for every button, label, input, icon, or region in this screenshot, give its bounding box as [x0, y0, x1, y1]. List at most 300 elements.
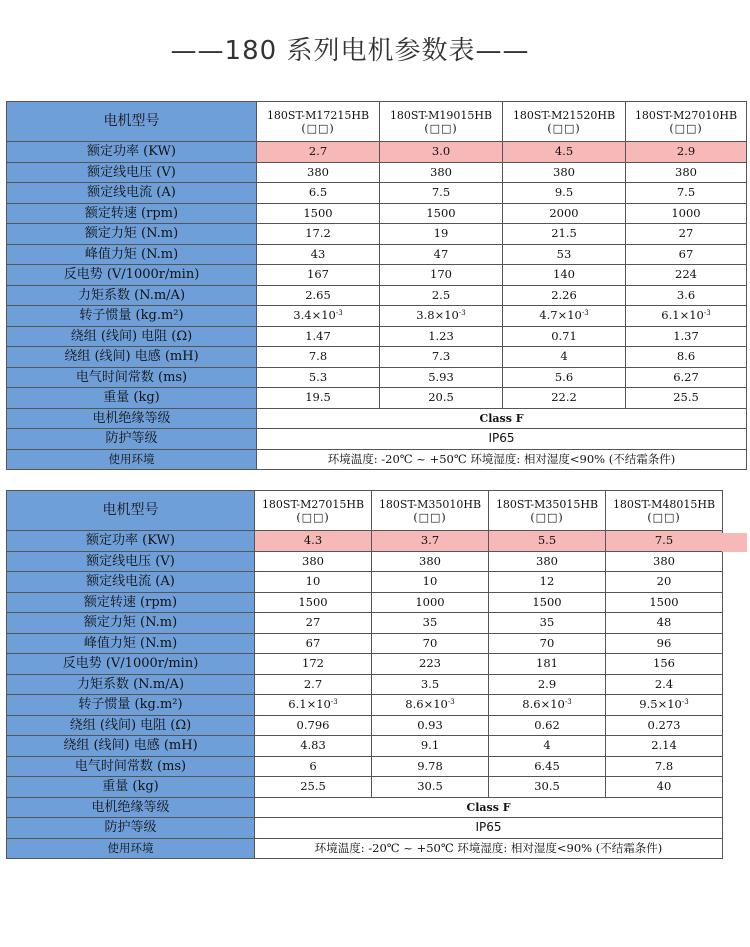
value-cell: [372, 551, 489, 572]
insulation-row: [7, 408, 747, 429]
model-cell: [380, 102, 503, 142]
row-label: 额定功率 (KW): [7, 142, 257, 163]
value-cell: [380, 162, 503, 183]
value-text: 380: [675, 164, 697, 179]
value-text: 5.3: [308, 369, 328, 384]
value-text: 140: [553, 267, 575, 281]
value-cell: [606, 736, 723, 757]
row-label: 力矩系数 (N.m/A): [7, 285, 257, 306]
value-cell: [380, 306, 503, 327]
value-cell: [372, 674, 489, 695]
value-cell: [255, 654, 372, 675]
value-text: 10: [422, 574, 438, 588]
value-cell: [606, 654, 723, 675]
value-text: 0.71: [551, 328, 577, 343]
value-cell: [489, 715, 606, 736]
value-text: 2.9: [676, 144, 696, 158]
spec-row: [7, 695, 723, 716]
value-text: 8.6: [676, 349, 696, 363]
model-name: 180ST-M48015HB: [612, 497, 716, 511]
value-cell: [606, 551, 723, 572]
model-code: (□□): [413, 510, 447, 524]
row-label: 力矩系数 (N.m/A): [7, 674, 255, 695]
value-text: 9.1: [420, 738, 440, 752]
value-cell: [257, 367, 380, 388]
value-text: 3.7: [420, 533, 440, 547]
value-cell: [489, 736, 606, 757]
exponent: -3: [458, 309, 466, 317]
value-cell: [257, 306, 380, 327]
value-text: 96: [656, 635, 672, 650]
row-label: 峰值力矩 (N.m): [7, 633, 255, 654]
value-text: 9.5×10: [639, 697, 682, 711]
value-text: 1.47: [305, 328, 331, 343]
value-text: 380: [419, 553, 441, 568]
value-text: 8.6×10: [522, 697, 565, 711]
environment-value: 环境温度: -20℃ ~ +50℃ 环境湿度: 相对湿度<90% (不结霜条件): [255, 838, 723, 859]
row-label: 电气时间常数 (ms): [7, 756, 255, 777]
value-cell: [372, 777, 489, 798]
value-text: 19: [433, 226, 449, 240]
row-label: 使用环境: [7, 838, 255, 859]
insulation-value: Class F: [257, 408, 747, 429]
row-label: 绕组 (线间) 电感 (mH): [7, 347, 257, 368]
value-cell: [503, 347, 626, 368]
row-label: 使用环境: [7, 449, 257, 470]
model-cell: [255, 491, 372, 531]
value-cell: [380, 265, 503, 286]
value-text: 4: [560, 349, 568, 363]
row-label: 额定力矩 (N.m): [7, 224, 257, 245]
value-text: 21.5: [551, 226, 577, 240]
model-code: (□□): [530, 510, 564, 524]
value-cell: [255, 572, 372, 593]
value-text: 6.45: [534, 758, 560, 773]
value-cell: [503, 285, 626, 306]
row-label: 转子惯量 (kg.m²): [7, 306, 257, 327]
value-cell: [626, 203, 747, 224]
model-cell: [257, 102, 380, 142]
spec-row: [7, 531, 723, 552]
value-text: 3.6: [676, 287, 696, 302]
row-label: 反电势 (V/1000r/min): [7, 265, 257, 286]
spec-row: [7, 551, 723, 572]
row-label: 绕组 (线间) 电感 (mH): [7, 736, 255, 757]
value-cell: [380, 142, 503, 163]
value-text: 4.5: [554, 144, 574, 158]
value-cell: [380, 388, 503, 409]
value-cell: [489, 756, 606, 777]
exponent: -3: [564, 698, 572, 706]
value-text: 25.5: [300, 779, 326, 793]
value-text: 47: [433, 246, 449, 261]
value-text: 0.273: [647, 717, 681, 732]
value-text: 67: [305, 635, 321, 650]
highlight-overflow-bar: [722, 533, 747, 552]
value-text: 223: [419, 656, 441, 670]
value-cell: [255, 674, 372, 695]
model-name: 180ST-M35015HB: [495, 497, 599, 511]
value-text: 3.8×10: [416, 308, 459, 322]
value-cell: [503, 224, 626, 245]
value-text: 4.7×10: [539, 308, 582, 322]
page-title: ——180 系列电机参数表——: [170, 36, 530, 66]
row-label: 防护等级: [7, 429, 257, 450]
spec-row: [7, 326, 747, 347]
value-cell: [255, 756, 372, 777]
value-text: 380: [553, 164, 575, 179]
value-text: 1500: [426, 205, 456, 220]
model-code: (□□): [547, 121, 581, 135]
value-text: 35: [422, 615, 438, 629]
value-text: 7.5: [431, 185, 451, 199]
value-text: 12: [539, 574, 555, 588]
row-label: 额定转速 (rpm): [7, 592, 255, 613]
spec-row: [7, 715, 723, 736]
value-text: 172: [302, 656, 324, 670]
value-cell: [380, 347, 503, 368]
value-cell: [626, 306, 747, 327]
spec-row: [7, 224, 747, 245]
value-cell: [626, 162, 747, 183]
value-cell: [503, 203, 626, 224]
value-text: 27: [305, 615, 321, 629]
value-cell: [255, 633, 372, 654]
protection-row: [7, 818, 723, 839]
value-text: 2.5: [431, 287, 451, 302]
value-text: 67: [678, 246, 694, 261]
value-text: 48: [656, 615, 672, 629]
spec-row: [7, 777, 723, 798]
model-code: (□□): [301, 121, 335, 135]
value-cell: [626, 244, 747, 265]
value-text: 156: [653, 656, 675, 670]
spec-row: [7, 142, 747, 163]
value-cell: [606, 695, 723, 716]
spec-row: [7, 756, 723, 777]
value-text: 2.7: [308, 144, 328, 158]
value-text: 6.27: [673, 369, 699, 384]
value-cell: [606, 777, 723, 798]
value-cell: [257, 347, 380, 368]
value-text: 2.9: [537, 676, 557, 691]
insulation-value: Class F: [255, 797, 723, 818]
row-label: 电机型号: [7, 102, 257, 142]
exponent: -3: [330, 698, 338, 706]
row-label: 额定转速 (rpm): [7, 203, 257, 224]
value-text: 70: [539, 635, 555, 650]
row-label: 绕组 (线间) 电阻 (Ω): [7, 326, 257, 347]
value-cell: [503, 162, 626, 183]
value-text: 7.5: [654, 533, 674, 547]
value-cell: [255, 715, 372, 736]
value-cell: [626, 367, 747, 388]
protection-value: IP65: [257, 429, 747, 450]
value-text: 2.4: [654, 676, 674, 691]
value-text: 1500: [298, 594, 328, 609]
value-text: 1000: [671, 205, 701, 220]
spec-row: [7, 162, 747, 183]
spec-table-1: [6, 101, 747, 470]
model-header-row: [7, 102, 747, 142]
value-cell: [489, 654, 606, 675]
model-code: (□□): [669, 121, 703, 135]
value-cell: [255, 777, 372, 798]
value-text: 6.1×10: [661, 308, 704, 322]
value-text: 7.8: [308, 349, 328, 363]
value-text: 10: [305, 574, 321, 588]
value-text: 9.78: [417, 758, 443, 773]
value-cell: [257, 142, 380, 163]
value-cell: [257, 244, 380, 265]
spec-row: [7, 633, 723, 654]
value-cell: [503, 265, 626, 286]
value-text: 380: [653, 553, 675, 568]
value-cell: [372, 572, 489, 593]
value-cell: [372, 756, 489, 777]
model-cell: [606, 491, 723, 531]
value-text: 6: [309, 758, 317, 773]
value-text: 70: [422, 635, 438, 650]
row-label: 重量 (kg): [7, 388, 257, 409]
spec-row: [7, 674, 723, 695]
value-text: 2.65: [305, 287, 331, 302]
value-cell: [257, 183, 380, 204]
spec-row: [7, 203, 747, 224]
value-cell: [489, 551, 606, 572]
spec-row: [7, 347, 747, 368]
value-text: 30.5: [417, 779, 443, 793]
value-cell: [380, 224, 503, 245]
value-cell: [626, 142, 747, 163]
spec-row: [7, 572, 723, 593]
value-text: 170: [430, 267, 452, 281]
row-label: 额定线电流 (A): [7, 572, 255, 593]
model-code: (□□): [296, 510, 330, 524]
value-cell: [372, 715, 489, 736]
value-cell: [626, 326, 747, 347]
value-text: 7.3: [431, 349, 451, 363]
value-cell: [257, 265, 380, 286]
value-text: 1.23: [428, 328, 454, 343]
value-cell: [606, 572, 723, 593]
spec-row: [7, 183, 747, 204]
value-text: 181: [536, 656, 558, 670]
value-cell: [489, 592, 606, 613]
value-text: 3.4×10: [293, 308, 336, 322]
row-label: 额定线电压 (V): [7, 162, 257, 183]
model-name: 180ST-M21520HB: [512, 108, 616, 122]
value-cell: [606, 613, 723, 634]
value-text: 7.5: [676, 185, 696, 199]
row-label: 电机绝缘等级: [7, 408, 257, 429]
row-label: 峰值力矩 (N.m): [7, 244, 257, 265]
value-cell: [626, 224, 747, 245]
spec-row: [7, 306, 747, 327]
value-text: 35: [539, 615, 555, 629]
value-text: 380: [536, 553, 558, 568]
environment-row: [7, 449, 747, 470]
value-text: 4: [543, 738, 551, 752]
value-cell: [255, 695, 372, 716]
value-text: 224: [675, 267, 697, 281]
value-text: 0.796: [296, 717, 330, 732]
exponent: -3: [581, 309, 589, 317]
value-cell: [257, 285, 380, 306]
value-cell: [489, 633, 606, 654]
value-text: 1000: [415, 594, 445, 609]
spec-row: [7, 244, 747, 265]
value-cell: [489, 777, 606, 798]
value-text: 6.1×10: [288, 697, 331, 711]
value-text: 0.93: [417, 717, 443, 732]
value-text: 5.5: [537, 533, 557, 547]
value-cell: [489, 674, 606, 695]
value-text: 9.5: [554, 185, 574, 199]
value-cell: [606, 756, 723, 777]
model-name: 180ST-M19015HB: [389, 108, 493, 122]
value-cell: [372, 736, 489, 757]
value-cell: [380, 285, 503, 306]
value-cell: [626, 265, 747, 286]
value-text: 0.62: [534, 717, 560, 732]
value-cell: [489, 695, 606, 716]
value-text: 4.3: [303, 533, 323, 547]
row-label: 防护等级: [7, 818, 255, 839]
value-cell: [380, 183, 503, 204]
spec-row: [7, 736, 723, 757]
value-cell: [503, 388, 626, 409]
model-cell: [372, 491, 489, 531]
value-text: 17.2: [305, 226, 331, 240]
value-cell: [503, 142, 626, 163]
value-text: 4.83: [300, 738, 326, 752]
value-text: 30.5: [534, 779, 560, 793]
value-text: 1.37: [673, 328, 699, 343]
value-cell: [255, 592, 372, 613]
value-cell: [255, 551, 372, 572]
value-cell: [257, 203, 380, 224]
value-cell: [503, 244, 626, 265]
value-text: 40: [656, 779, 672, 793]
value-cell: [372, 654, 489, 675]
row-label: 额定功率 (KW): [7, 531, 255, 552]
row-label: 电气时间常数 (ms): [7, 367, 257, 388]
spec-table-2: [6, 490, 723, 859]
value-cell: [380, 244, 503, 265]
model-code: (□□): [647, 510, 681, 524]
value-cell: [257, 388, 380, 409]
value-cell: [372, 613, 489, 634]
row-label: 额定线电压 (V): [7, 551, 255, 572]
value-text: 5.93: [428, 369, 454, 384]
value-cell: [626, 285, 747, 306]
insulation-row: [7, 797, 723, 818]
exponent: -3: [447, 698, 455, 706]
value-cell: [257, 162, 380, 183]
protection-value: IP65: [255, 818, 723, 839]
environment-value: 环境温度: -20℃ ~ +50℃ 环境湿度: 相对湿度<90% (不结霜条件): [257, 449, 747, 470]
value-text: 380: [307, 164, 329, 179]
value-cell: [372, 695, 489, 716]
value-cell: [257, 326, 380, 347]
value-text: 1500: [303, 205, 333, 220]
value-text: 1500: [649, 594, 679, 609]
value-text: 27: [678, 226, 694, 240]
value-text: 53: [556, 246, 572, 261]
value-text: 1500: [532, 594, 562, 609]
protection-row: [7, 429, 747, 450]
value-cell: [503, 183, 626, 204]
model-name: 180ST-M35010HB: [378, 497, 482, 511]
value-text: 8.6×10: [405, 697, 448, 711]
model-name: 180ST-M17215HB: [266, 108, 370, 122]
value-cell: [626, 183, 747, 204]
value-cell: [606, 531, 723, 552]
model-name: 180ST-M27010HB: [634, 108, 738, 122]
value-cell: [503, 326, 626, 347]
value-cell: [255, 736, 372, 757]
value-cell: [606, 592, 723, 613]
value-text: 7.8: [654, 758, 674, 773]
value-cell: [503, 367, 626, 388]
value-cell: [380, 326, 503, 347]
exponent: -3: [681, 698, 689, 706]
row-label: 绕组 (线间) 电阻 (Ω): [7, 715, 255, 736]
value-text: 3.0: [431, 144, 451, 158]
value-cell: [380, 367, 503, 388]
value-cell: [606, 674, 723, 695]
spec-row: [7, 265, 747, 286]
value-text: 20: [656, 574, 672, 588]
exponent: -3: [335, 309, 343, 317]
value-text: 380: [430, 164, 452, 179]
value-text: 25.5: [673, 390, 699, 404]
value-cell: [626, 347, 747, 368]
value-cell: [255, 613, 372, 634]
value-cell: [489, 531, 606, 552]
exponent: -3: [703, 309, 711, 317]
row-label: 额定力矩 (N.m): [7, 613, 255, 634]
environment-row: [7, 838, 723, 859]
value-cell: [257, 224, 380, 245]
spec-row: [7, 592, 723, 613]
value-cell: [255, 531, 372, 552]
row-label: 重量 (kg): [7, 777, 255, 798]
value-cell: [489, 572, 606, 593]
model-cell: [489, 491, 606, 531]
value-text: 19.5: [305, 390, 331, 404]
value-text: 2.14: [651, 738, 677, 752]
value-cell: [372, 633, 489, 654]
value-text: 5.6: [554, 369, 574, 384]
value-text: 380: [302, 553, 324, 568]
value-text: 20.5: [428, 390, 454, 404]
row-label: 额定线电流 (A): [7, 183, 257, 204]
row-label: 电机型号: [7, 491, 255, 531]
model-cell: [626, 102, 747, 142]
row-label: 反电势 (V/1000r/min): [7, 654, 255, 675]
value-text: 43: [310, 246, 326, 261]
value-text: 22.2: [551, 390, 577, 404]
value-cell: [626, 388, 747, 409]
spec-row: [7, 367, 747, 388]
model-code: (□□): [424, 121, 458, 135]
model-cell: [503, 102, 626, 142]
value-cell: [372, 592, 489, 613]
value-text: 2.26: [551, 287, 577, 302]
model-name: 180ST-M27015HB: [261, 497, 365, 511]
